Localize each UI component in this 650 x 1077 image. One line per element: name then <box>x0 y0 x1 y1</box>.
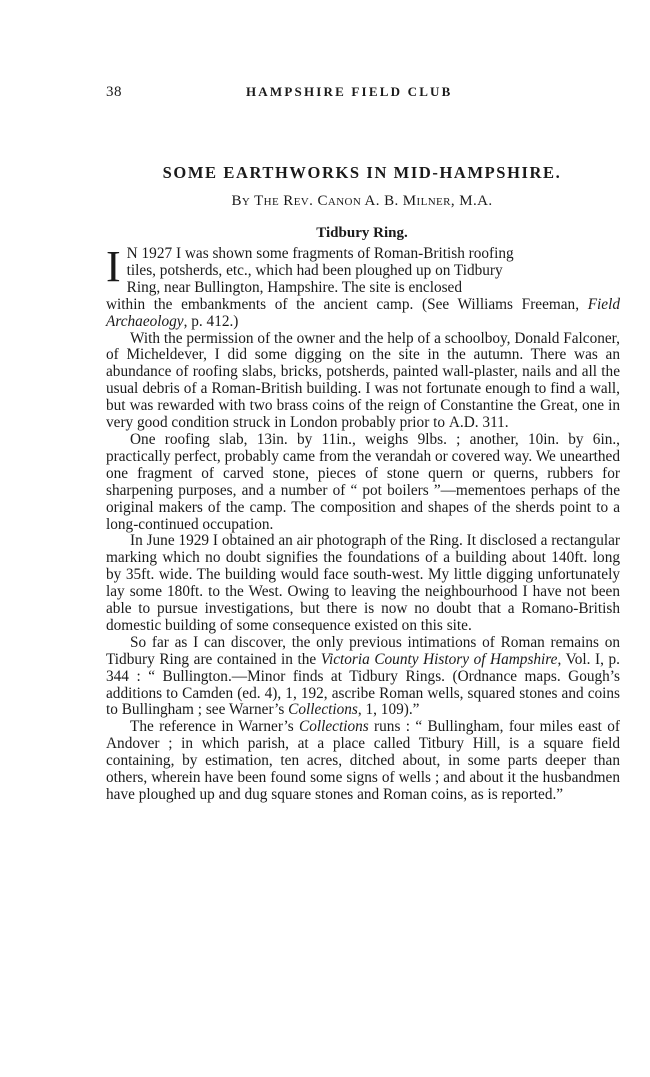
byline-degree: M.A. <box>459 193 493 209</box>
running-head <box>106 84 618 104</box>
paragraph-5-text-c: , 1, 109).” <box>357 701 420 719</box>
paragraph-6-text-a: The reference in Warner’s <box>130 718 300 736</box>
paragraph-4-text: In June 1929 I obtained an air photograph of the Ring. It disclosed a rectangular marking which no doubt signifies the foundations of a building about 140ft. long by 35ft. wide. The building would face south-west. My little digging unfortunately lay some 180ft. to the West. Owing to leaving the neighbourhood I have not been able to pursue investigations, but there is now no doubt that a Romano-British domestic building of some consequence existed on this site. <box>106 532 620 634</box>
paragraph-1-line-1: N 1927 I was shown some fragments of Roman-British roofing <box>126 245 514 262</box>
paragraph-3 <box>106 432 620 533</box>
page-number: 38 <box>106 84 122 100</box>
paragraph-1-citation: Field Archaeology <box>106 295 620 330</box>
paragraph-6-text-b: runs : “ Bullingham, four miles east of Andover ; in which parish, at a place called Titbury Hill, is a square field containing, by estimation, ten acres, ditched about, in some parts deeper than others, wherein have been found some signs of wells ; and about it the husbandmen have ploughed up and dug square stones and Roman coins, as is reported.” <box>106 718 620 803</box>
paragraph-6 <box>106 719 620 804</box>
paragraph-1-text-a: within the embankments of the ancient camp. (See Williams Freeman, <box>106 295 588 313</box>
paragraph-5-text-a: So far as I can discover, the only previous intimations of Roman remains on Tidbury Ring are contained in the <box>106 633 620 668</box>
paragraph-4 <box>106 533 620 634</box>
paragraph-2 <box>106 331 620 432</box>
article-title: SOME EARTHWORKS IN MID-HAMPSHIRE. <box>162 163 562 182</box>
paragraph-2-text: With the permission of the owner and the help of a schoolboy, Donald Falconer, of Micheldever, I did some digging on the site in the autumn. There was an abundance of roofing slabs, bricks, potsherds, painted wall-plaster, nails and all the usual debris of a Roman-British building. I was not fortunate enough to find a wall, but was rewarded with two brass coins of the reign of Constantine the Great, one in very good condition struck in London probably prior to <box>106 329 620 432</box>
paragraph-1-line-3: Ring, near Bullington, Hampshire. The site is enclosed <box>126 278 463 296</box>
paragraph-5-text-b: , Vol. I, p. 344 : “ Bullington.—Minor finds at Tidbury Rings. (Ordnance maps. Gough’s additions to Camden (ed. 4), 1, 192, ascribe Roman wells, squared stones and coins to Bullingham ; see Warner’s <box>106 650 620 719</box>
byline-author: By The Rev. Canon A. B. Milner, <box>231 193 456 209</box>
paragraph-2-end: 311. <box>478 414 509 432</box>
article-body <box>106 242 620 804</box>
paragraph-6-citation: Collections <box>299 718 369 736</box>
byline <box>106 193 618 210</box>
paragraph-5-citation-2: Collections <box>288 701 358 719</box>
drop-cap: I <box>106 242 121 291</box>
paragraph-1-line-2: tiles, potsherds, etc., which had been ploughed up on Tidbury <box>126 261 503 279</box>
paragraph-3-text: One roofing slab, 13in. by 11in., weighs 9lbs. ; another, 10in. by 6in., practically perfect, probably came from the verandah or covered way. We unearthed one fragment of carved stone, pieces of stone quern or querns, rubbers for sharpening purposes, and a number of “ pot boilers ”—mementoes perhaps of the original makers of the camp. The composition and shapes of the sherds point to a long-continued occupation. <box>106 430 620 533</box>
paragraph-1-text-b: , p. 412.) <box>183 312 239 330</box>
section-heading: Tidbury Ring. <box>316 225 408 241</box>
paragraph-5-citation-1: Victoria County History of Hampshire <box>320 650 558 668</box>
paragraph-1 <box>106 242 620 331</box>
paragraph-5 <box>106 635 620 720</box>
paragraph-2-era: A.D. <box>448 414 479 432</box>
journal-name: HAMPSHIRE FIELD CLUB <box>246 84 453 99</box>
